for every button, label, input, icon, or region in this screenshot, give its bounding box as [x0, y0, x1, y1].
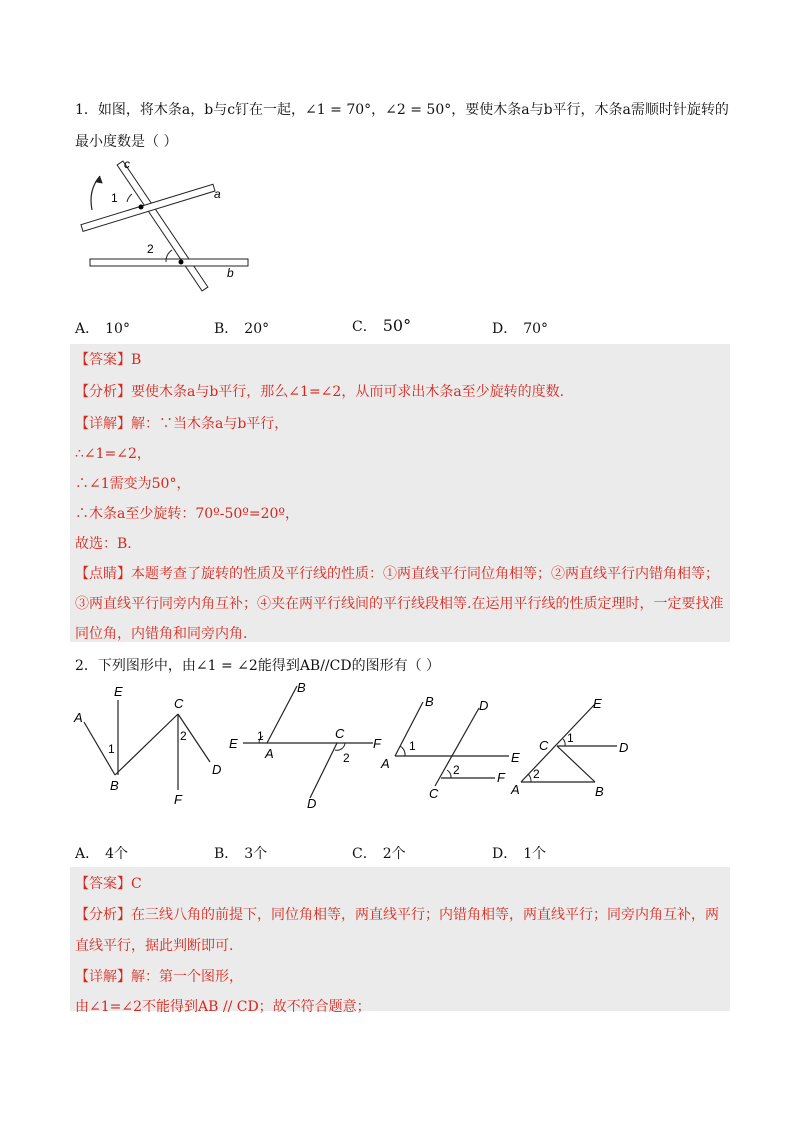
q2-analysis-line1: 【分析】在三线八角的前提下，同位角相等，两直线平行；内错角相等，两直线平行；同旁内角互补，两 [75, 907, 719, 923]
svg-text:C: C [335, 726, 345, 741]
q1-figure [80, 158, 260, 300]
svg-text:C: C [174, 696, 184, 711]
q1-option-a: A． 10° [75, 321, 130, 337]
q2-option-d: D． 1个 [492, 846, 547, 862]
q1-detail-line4: ∴木条a至少旋转：70º-50º=20º， [75, 506, 299, 522]
q1-stem-line2: 最小度数是（ ） [75, 134, 178, 150]
svg-text:1: 1 [409, 739, 416, 753]
svg-text:2: 2 [453, 763, 460, 777]
q2-option-c: C． 2个 [352, 846, 406, 862]
svg-text:C: C [539, 738, 549, 753]
svg-text:D: D [212, 762, 222, 777]
q1-option-d: D． 70° [492, 321, 549, 337]
q2-analysis-line2: 直线平行，据此判断即可. [75, 938, 234, 954]
q1-label-a: a [214, 187, 221, 201]
svg-text:D: D [479, 698, 489, 713]
q2-figure-3 [375, 688, 525, 803]
q2-answer: 【答案】C [75, 876, 142, 892]
svg-text:2: 2 [180, 729, 187, 743]
svg-text:D: D [619, 740, 629, 755]
q1-option-c: C． 50° [352, 316, 412, 335]
q1-detail-line2: ∴∠1=∠2， [75, 446, 151, 462]
q1-detail-line3: ∴∠1需变为50°， [75, 476, 191, 492]
svg-text:E: E [511, 750, 520, 765]
svg-text:F: F [373, 736, 381, 751]
svg-text:F: F [497, 770, 505, 785]
svg-text:E: E [229, 736, 238, 751]
svg-text:2: 2 [343, 751, 350, 765]
q1-comment-line3: 同位角，内错角和同旁内角. [75, 626, 248, 642]
svg-text:E: E [593, 696, 602, 711]
q2-figure-2 [225, 680, 390, 810]
svg-text:1: 1 [567, 731, 574, 745]
q1-detail-line5: 故选：B. [75, 536, 132, 552]
svg-text:A: A [265, 746, 274, 761]
q1-option-b: B． 20° [214, 321, 270, 337]
svg-text:1: 1 [257, 729, 264, 743]
svg-text:1: 1 [108, 742, 115, 756]
q2-stem: 2．下列图形中，由∠1 = ∠2能得到AB//CD的图形有（ ） [75, 658, 441, 674]
svg-text:A: A [74, 710, 83, 725]
q1-stem-line1: 1．如图，将木条a，b与c钉在一起，∠1 = 70°，∠2 = 50°，要使木条a与b平行，木条a需顺时针旋转的 [75, 102, 729, 118]
svg-text:F: F [174, 792, 182, 807]
svg-text:B: B [595, 784, 604, 799]
svg-text:A: A [511, 782, 520, 797]
q1-label-c: c [124, 158, 130, 171]
q1-comment-line2: ③两直线平行同旁内角互补；④夹在两平行线间的平行线段相等.在运用平行线的性质定理时，一定要找准 [75, 596, 724, 612]
q2-detail-line2: 由∠1=∠2不能得到AB // CD；故不符合题意； [75, 999, 371, 1015]
svg-text:E: E [114, 684, 123, 699]
svg-text:D: D [307, 796, 317, 810]
q1-label-2: 2 [147, 242, 154, 256]
q1-comment-line1: 【点睛】本题考查了旋转的性质及平行线的性质：①两直线平行同位角相等；②两直线平行内错角相等； [75, 566, 719, 582]
svg-text:A: A [381, 756, 390, 771]
q1-analysis: 【分析】要使木条a与b平行，那么∠1=∠2，从而可求出木条a至少旋转的度数. [75, 384, 565, 400]
q1-label-1: 1 [111, 191, 118, 205]
svg-text:C: C [429, 786, 439, 801]
q2-option-a: A． 4个 [75, 846, 129, 862]
q2-option-b: B． 3个 [214, 846, 268, 862]
q1-detail-line1: 【详解】解：∵当木条a与b平行， [75, 416, 289, 432]
q2-detail-line1: 【详解】解：第一个图形， [75, 969, 243, 985]
svg-text:2: 2 [533, 767, 540, 781]
q2-figure-4 [505, 692, 655, 804]
q2-figure-1 [70, 682, 230, 812]
svg-text:B: B [425, 694, 434, 709]
svg-text:B: B [110, 778, 119, 793]
q1-label-b: b [227, 266, 234, 280]
q1-answer: 【答案】B [75, 352, 142, 368]
svg-text:B: B [297, 680, 306, 695]
